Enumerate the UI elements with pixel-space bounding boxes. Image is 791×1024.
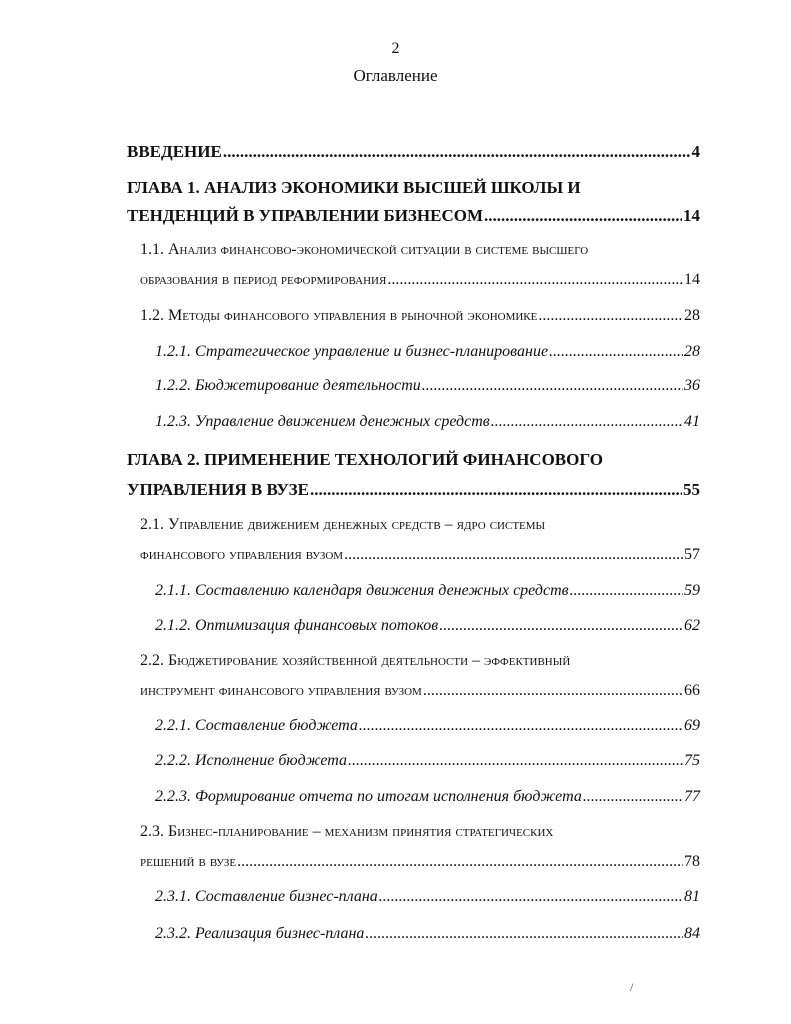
toc-entry-page: 66 — [684, 682, 700, 699]
toc-entry-title: 1.2. Методы финансового управления в рыночной экономике — [140, 307, 538, 324]
toc-entry-chapter-2-line1[interactable]: ГЛАВА 2. ПРИМЕНЕНИЕ ТЕХНОЛОГИЙ ФИНАНСОВОГО — [127, 450, 603, 469]
toc-entry-section-2-3-line1[interactable]: 2.3. Бизнес-планирование – механизм принятия стратегических — [140, 823, 554, 840]
toc-entry-title: 2.1.1. Составлению календаря движения денежных средств — [155, 582, 569, 599]
toc-entry-title: 1.2.2. Бюджетирование деятельности — [155, 377, 421, 394]
toc-entry-page: 77 — [684, 788, 700, 805]
toc-entry-subsection-2-3-1[interactable] — [155, 888, 700, 906]
toc-entry-page: 62 — [684, 617, 700, 634]
toc-entry-subsection-2-1-2[interactable] — [155, 617, 700, 635]
toc-leader-dots — [348, 752, 683, 770]
toc-entry-title: ТЕНДЕНЦИЙ В УПРАВЛЕНИИ БИЗНЕСОМ — [127, 206, 484, 225]
toc-entry-title: 2.3.2. Реализация бизнес-плана — [155, 925, 365, 942]
toc-entry-title: финансового управления вузом — [140, 546, 344, 563]
toc-entry-chapter-1[interactable] — [127, 206, 700, 226]
toc-entry-page: 41 — [684, 413, 700, 430]
toc-entry-subsection-2-2-1[interactable] — [155, 717, 700, 735]
toc-entry-subsection-1-2-2[interactable] — [155, 377, 700, 395]
toc-leader-dots — [379, 888, 683, 906]
toc-entry-section-2-1[interactable] — [140, 546, 700, 564]
toc-leader-dots — [422, 377, 683, 395]
toc-leader-dots — [237, 853, 683, 871]
toc-entry-page: 4 — [691, 142, 700, 161]
toc-leader-dots — [223, 142, 691, 162]
toc-entry-chapter-2[interactable] — [127, 480, 700, 500]
toc-entry-page: 75 — [684, 752, 700, 769]
toc-entry-page: 28 — [684, 343, 700, 360]
scan-mark: / — [630, 980, 634, 994]
toc-entry-subsection-1-2-3[interactable] — [155, 413, 700, 431]
toc-entry-title: образования в период реформирования — [140, 271, 387, 288]
toc-entry-title: 1.2.3. Управление движением денежных средств — [155, 413, 490, 430]
toc-entry-title: решений в вузе — [140, 853, 237, 870]
toc-entry-page: 14 — [684, 271, 700, 288]
toc-entry-page: 81 — [684, 888, 700, 905]
toc-leader-dots — [583, 788, 683, 806]
toc-entry-section-2-3[interactable] — [140, 853, 700, 871]
toc-entry-section-2-2[interactable] — [140, 682, 700, 700]
toc-entry-section-2-1-line1[interactable]: 2.1. Управление движением денежных средств – ядро системы — [140, 516, 546, 533]
toc-leader-dots — [359, 717, 683, 735]
toc-leader-dots — [491, 413, 683, 431]
toc-entry-title: 2.1.2. Оптимизация финансовых потоков — [155, 617, 439, 634]
toc-leader-dots — [570, 582, 683, 600]
toc-entry-section-1-2[interactable] — [140, 307, 700, 325]
toc-entry-title: ВВЕДЕНИЕ — [127, 142, 222, 161]
toc-entry-title: 2.2.3. Формирование отчета по итогам исполнения бюджета — [155, 788, 582, 805]
toc-leader-dots — [310, 480, 682, 500]
toc-leader-dots — [344, 546, 683, 564]
toc-entry-title: 2.2.2. Исполнение бюджета — [155, 752, 348, 769]
toc-entry-title: 1.2.1. Стратегическое управление и бизнес-планирование — [155, 343, 549, 360]
toc-leader-dots — [387, 271, 683, 289]
toc-entry-section-1-1[interactable] — [140, 271, 700, 289]
toc-entry-page: 84 — [684, 925, 700, 942]
toc-entry-introduction[interactable] — [127, 142, 700, 162]
toc-leader-dots — [484, 206, 682, 226]
toc-entry-section-1-1-line1[interactable]: 1.1. Анализ финансово-экономической ситуации в системе высшего — [140, 241, 589, 258]
toc-entry-chapter-1-line1[interactable]: ГЛАВА 1. АНАЛИЗ ЭКОНОМИКИ ВЫСШЕЙ ШКОЛЫ И — [127, 178, 581, 197]
toc-entry-page: 55 — [683, 480, 700, 499]
toc-leader-dots — [549, 343, 683, 361]
toc-entry-subsection-2-3-2[interactable] — [155, 925, 700, 943]
toc-entry-subsection-1-2-1[interactable] — [155, 343, 700, 361]
toc-entry-section-2-2-line1[interactable]: 2.2. Бюджетирование хозяйственной деятельности – эффективный — [140, 652, 571, 669]
toc-entry-title: 2.2.1. Составление бюджета — [155, 717, 358, 734]
page-title: Оглавление — [353, 66, 438, 85]
toc-leader-dots — [365, 925, 683, 943]
toc-entry-page: 78 — [684, 853, 700, 870]
toc-leader-dots — [423, 682, 683, 700]
toc-entry-page: 59 — [684, 582, 700, 599]
toc-entry-page: 36 — [684, 377, 700, 394]
toc-entry-page: 57 — [684, 546, 700, 563]
toc-entry-page: 28 — [684, 307, 700, 324]
toc-entry-title: инструмент финансового управления вузом — [140, 682, 422, 699]
toc-entry-subsection-2-2-3[interactable] — [155, 788, 700, 806]
toc-leader-dots — [439, 617, 683, 635]
toc-entry-page: 14 — [683, 206, 700, 225]
toc-entry-title: 2.3.1. Составление бизнес-плана — [155, 888, 378, 905]
toc-entry-subsection-2-1-1[interactable] — [155, 582, 700, 600]
toc-entry-title: УПРАВЛЕНИЯ В ВУЗЕ — [127, 480, 309, 499]
page-number: 2 — [391, 40, 400, 57]
toc-entry-subsection-2-2-2[interactable] — [155, 752, 700, 770]
toc-leader-dots — [538, 307, 683, 325]
toc-entry-page: 69 — [684, 717, 700, 734]
